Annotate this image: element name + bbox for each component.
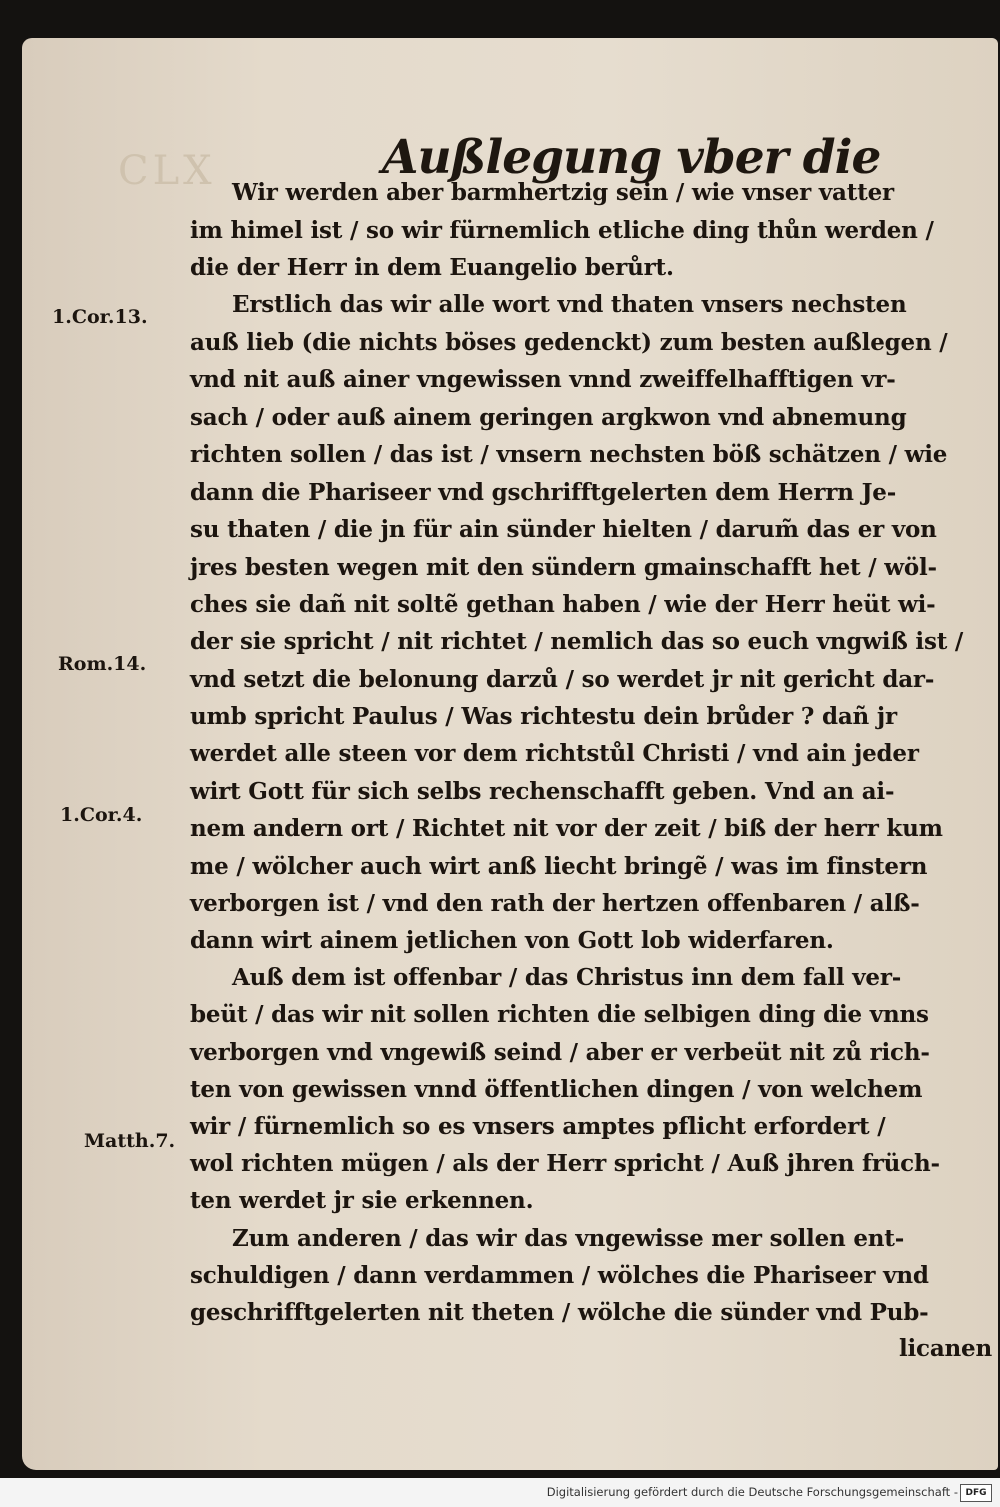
document-page: [22, 38, 998, 1470]
text-line: verborgen ist / vnd den rath der hertzen offenbaren / alß-: [190, 890, 920, 917]
text-line: auß lieb (die nichts böses gedenckt) zum besten außlegen /: [190, 329, 948, 356]
text-line: umb spricht Paulus / Was richtestu dein brůder ? dañ jr: [190, 703, 897, 730]
bleed-through-text: CLX: [118, 148, 216, 194]
text-line: geschrifftgelerten nit theten / wölche die sünder vnd Pub-: [190, 1299, 929, 1326]
margin-note: 1.Cor.13.: [52, 306, 148, 328]
text-line: schuldigen / dann verdammen / wölches die Phariseer vnd: [190, 1262, 929, 1289]
text-line: wol richten mügen / als der Herr spricht / Auß jhren früch-: [190, 1150, 940, 1177]
margin-note: 1.Cor.4.: [60, 804, 143, 826]
text-line: Zum anderen / das wir das vngewisse mer sollen ent-: [232, 1225, 905, 1252]
body-text: [22, 38, 998, 1470]
footer-bar: [0, 1478, 1000, 1507]
text-line: su thaten / die jn für ain sünder hielten / darum̃ das er von: [190, 516, 937, 543]
text-line: vnd setzt die belonung darzů / so werdet jr nit gericht dar-: [190, 666, 935, 693]
text-line: wirt Gott für sich selbs rechenschafft geben. Vnd an ai-: [190, 778, 895, 805]
page-title: Außlegung vber die: [382, 130, 881, 185]
margin-note: Matth.7.: [84, 1130, 176, 1152]
text-line: nem andern ort / Richtet nit vor der zeit / biß der herr kum: [190, 815, 943, 842]
text-line: der sie spricht / nit richtet / nemlich das so euch vngwiß ist /: [190, 628, 964, 655]
text-line: beüt / das wir nit sollen richten die selbigen ding die vnns: [190, 1001, 929, 1028]
text-line: dann wirt ainem jetlichen von Gott lob widerfaren.: [190, 927, 834, 954]
text-line: jres besten wegen mit den sündern gmainschafft het / wöl-: [190, 554, 937, 581]
text-line: me / wölcher auch wirt anß liecht bringẽ / was im finstern: [190, 853, 928, 880]
text-line: vnd nit auß ainer vngewissen vnnd zweiffelhafftigen vr-: [190, 366, 896, 393]
footer-credit: Digitalisierung gefördert durch die Deutsche Forschungsgemeinschaft -: [546, 1485, 958, 1499]
margin-note: Rom.14.: [58, 653, 147, 675]
dfg-logo: DFG: [960, 1484, 992, 1502]
text-line: ten von gewissen vnnd öffentlichen dingen / von welchem: [190, 1076, 923, 1103]
text-line: verborgen vnd vngewiß seind / aber er verbeüt nit zů rich-: [190, 1039, 930, 1066]
catchword: licanen: [898, 1335, 992, 1362]
text-line: richten sollen / das ist / vnsern nechsten böß schätzen / wie: [190, 441, 948, 468]
text-line: die der Herr in dem Euangelio berůrt.: [190, 254, 674, 281]
text-line: sach / oder auß ainem geringen argkwon vnd abnemung: [190, 404, 907, 431]
text-line: Erstlich das wir alle wort vnd thaten vnsers nechsten: [232, 291, 907, 318]
text-line: dann die Phariseer vnd gschrifftgelerten dem Herrn Je-: [190, 479, 897, 506]
text-line: im himel ist / so wir fürnemlich etliche ding thůn werden /: [190, 217, 934, 244]
text-line: ches sie dañ nit soltẽ gethan haben / wie der Herr heüt wi-: [190, 591, 936, 618]
text-line: wir / fürnemlich so es vnsers amptes pflicht erfordert /: [190, 1113, 886, 1140]
text-line: Wir werden aber barmhertzig sein / wie vnser vatter: [232, 179, 894, 206]
text-line: Auß dem ist offenbar / das Christus inn dem fall ver-: [232, 964, 902, 991]
text-line: ten werdet jr sie erkennen.: [190, 1187, 534, 1214]
text-line: werdet alle steen vor dem richtstůl Christi / vnd ain jeder: [190, 740, 919, 767]
